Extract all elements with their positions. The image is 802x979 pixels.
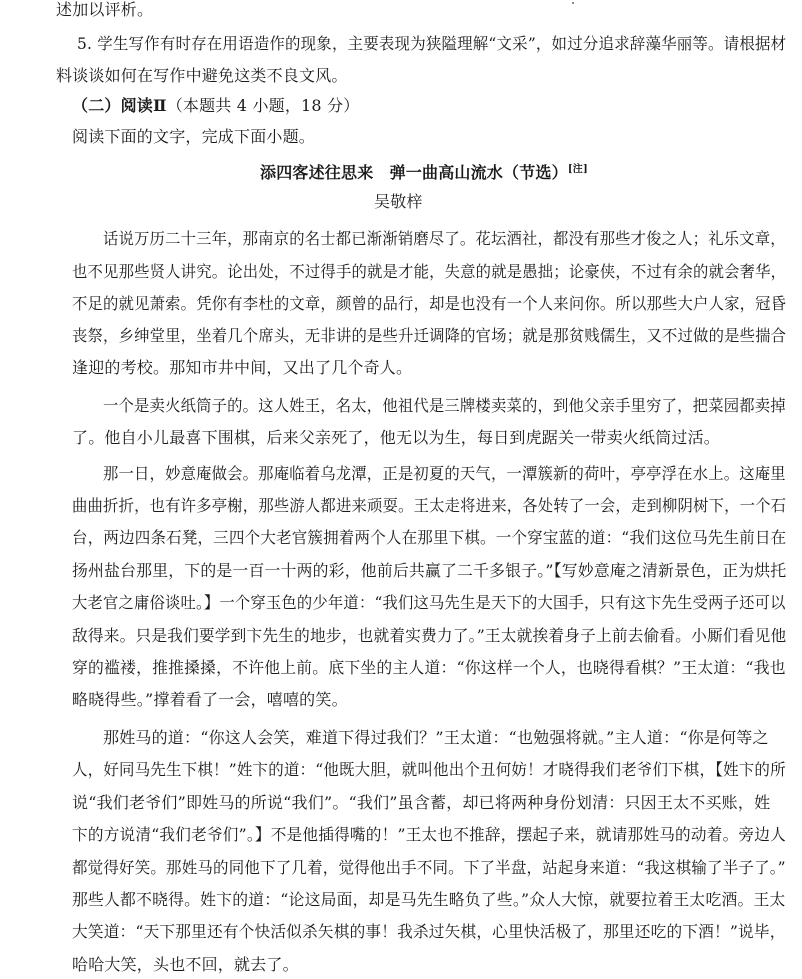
passage-line: 逢迎的考校。那知市井中间，又出了几个奇人。: [72, 358, 413, 377]
passage-line: 大老官之庸俗谈吐。】一个穿玉色的少年道：“我们这马先生是天下的大国手，只有这卞先生受两子还可以: [72, 593, 786, 612]
passage-title-text: 添四客述往思来 弹一曲高山流水（节选）: [260, 163, 568, 182]
passage-line: 也不见那些贤人讲究。论出处，不过得手的就是才能，失意的就是愚拙；论豪侠，不过有余的就会奢华，: [72, 262, 787, 281]
reading-instruction: 阅读下面的文字，完成下面小题。: [72, 127, 316, 146]
section-heading-note: （本题共 4 小题，18 分）: [166, 96, 360, 115]
passage-line: 话说万历二十三年，那南京的名士都已渐渐销磨尽了。花坛酒社，都没有那些才俊之人；礼乐文章，: [103, 229, 786, 248]
passage-line: 那些人都不晓得。姓卞的道：“论这局面，却是马先生略负了些。”众人大惊，就要拉着王太吃酒。王太: [72, 890, 786, 909]
footnote-marker: [注]: [567, 164, 588, 175]
text-line: 料谈谈如何在写作中避免这类不良文风。: [56, 66, 348, 85]
scan-speck: [572, 2, 574, 4]
text-line: 述加以评析。: [56, 0, 154, 19]
passage-line: 曲曲折折，也有许多亭榭，那些游人都进来顽耍。王太走将进来，各处转了一会，走到柳阴树下，一个石: [72, 496, 787, 515]
passage-author: 吴敬梓: [374, 192, 423, 211]
passage-line: 一个是卖火纸筒子的。这人姓王，名太，他祖代是三牌楼卖菜的，到他父亲手里穷了，把菜园都卖掉: [103, 396, 786, 415]
passage-line: 人，好同马先生下棋！”姓卞的道：“他既大胆，就叫他出个丑何妨！才晓得我们老爷们下棋，【姓卞的所: [72, 760, 786, 779]
passage-line: 丧祭，乡绅堂里，坐着几个席头，无非讲的是些升迁调降的官场；就是那贫贱儒生，又不过做的是些揣合: [72, 326, 787, 345]
passage-line: 大笑道：“天下那里还有个快活似杀矢棋的事！我杀过矢棋，心里快活极了，那里还吃的下酒！”说毕，: [72, 922, 786, 941]
passage-line: 不足的就见萧索。凭你有李杜的文章，颜曾的品行，却是也没有一个人来问你。所以那些大户人家，冠昏: [72, 294, 787, 313]
question-5: 5. 学生写作有时存在用语造作的现象，主要表现为狭隘理解“文采”，如过分追求辞藻华丽等。请根据材: [77, 34, 787, 53]
passage-line: 穿的褴褛，推推搡搡，不许他上前。底下坐的主人道：“你这样一个人，也晓得看棋？”王太道：“我也: [72, 658, 786, 677]
passage-line: 那一日，妙意庵做会。那庵临着乌龙潭，正是初夏的天气，一潭簇新的荷叶，亭亭浮在水上。这庵里: [103, 464, 786, 483]
passage-line: 了。他自小儿最喜下围棋，后来父亲死了，他无以为生，每日到虎踞关一带卖火纸筒过活。: [72, 428, 721, 447]
passage-line: 敌得来。只是我们要学到卞先生的地步，也就着实费力了。”王太就挨着身子上前去偷看。小厮们看见他: [72, 626, 787, 645]
passage-line: 卞的方说清“我们老爷们”。】不是他插得嘴的！”王太也不推辞，摆起子来，就请那姓马的动着。旁边人: [72, 825, 786, 844]
passage-title: [260, 160, 588, 183]
passage-line: 扬州盐台那里，下的是一百一十两的彩，他前后共赢了二千多银子。”【写妙意庵之清新景色，正为烘托: [72, 561, 787, 580]
section-heading-label: （二）阅读Ⅱ: [72, 96, 167, 115]
section-heading: [72, 96, 360, 116]
passage-line: 说“我们老爷们”即姓马的所说“我们”。“我们”虽含蓄，却已将两种身份划清：只因王太不买账，姓: [72, 793, 771, 812]
passage-line: 那姓马的道：“你这人会笑，难道下得过我们？”王太道：“也勉强将就。”主人道：“你是何等之: [103, 728, 769, 747]
passage-line: 都觉得好笑。那姓马的同他下了几着，觉得他出手不同。下了半盘，站起身来道：“我这棋输了半子了。”: [72, 858, 786, 877]
passage-line: 略晓得些。”撑着看了一会，嘻嘻的笑。: [72, 690, 348, 709]
passage-line: 哈哈大笑，头也不回，就去了。: [72, 955, 299, 974]
passage-line: 台，两边四条石凳，三四个大老官簇拥着两个人在那里下棋。一个穿宝蓝的道：“我们这位马先生前日在: [72, 528, 787, 547]
